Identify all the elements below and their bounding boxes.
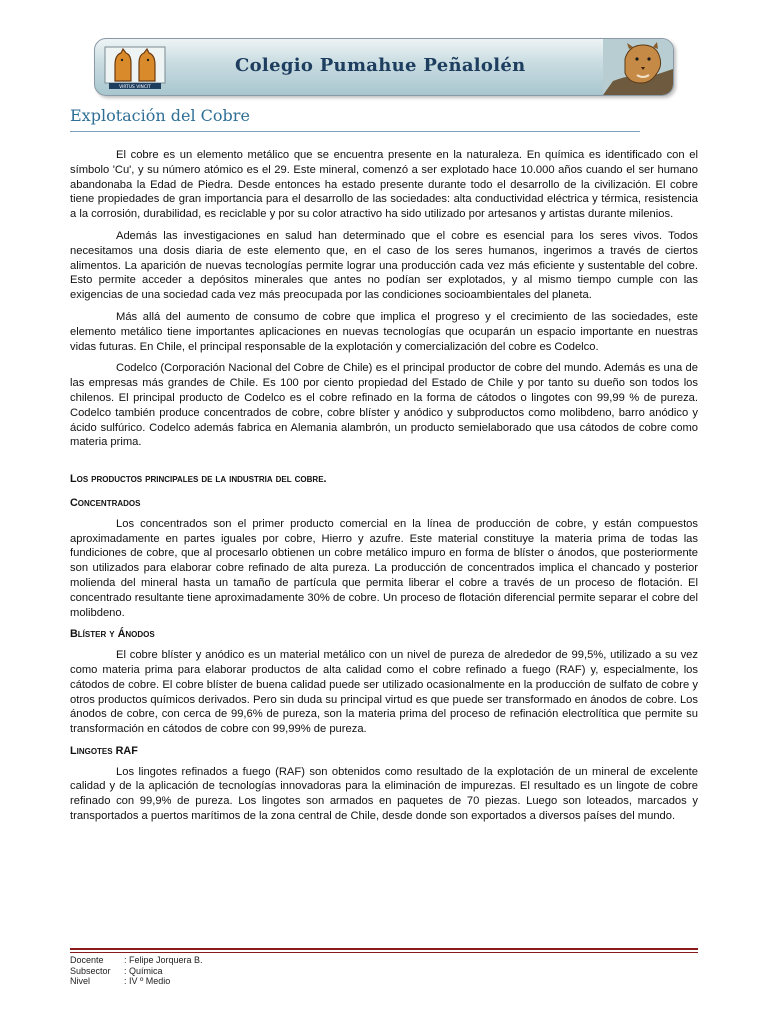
- section-heading-lingotes: Lingotes RAF: [70, 744, 138, 757]
- footer-label: Subsector: [70, 965, 111, 976]
- footer-info: [70, 955, 203, 987]
- footer-value: : Química: [124, 965, 163, 976]
- document-body: [70, 148, 698, 831]
- header-banner: [94, 38, 674, 96]
- puma-photo: [603, 39, 673, 95]
- footer-value: : IV º Medio: [124, 976, 171, 986]
- footer-row-subsector: [70, 966, 203, 977]
- svg-text:VIRTUS VINCIT: VIRTUS VINCIT: [119, 85, 151, 90]
- school-logo: [101, 41, 169, 93]
- section-paragraph: Los concentrados son el primer producto comercial en la línea de producción de cobre, y están compuestos aproximadamente en partes iguales por cobre, Hierro y azufre. Este material constituye la materia prima de todas las fundiciones de cobre, que al procesarlo obtienen un cobre metálico impuro en forma de blíster o ánodos, que posteriormente son utilizados para elaborar cobre refinado de alta pureza. La producción de concentrados implica el chancado y posterior molienda del mineral hasta un tamaño de partícula que permita liberar el cobre a través de un proceso de flotación. El concentrado resultante tiene aproximadamente 30% de cobre. Un proceso de flotación diferencial permite separar el cobre del molibdeno.: [70, 517, 698, 619]
- footer-label: Nivel: [70, 976, 91, 986]
- paragraph: El cobre es un elemento metálico que se encuentra presente en la naturaleza. En química es identificado con el símbolo 'Cu', y su número atómico es el 29. Este mineral, comenzó a ser explotado hace 10.000 años cuando el ser humano abandonaba la Edad de Piedra. Desde entonces ha estado presente durante todo el desarrollo de la civilización. El cobre tiene propiedades de gran importancia para el desarrollo de las sociedades: alta conductividad eléctrica y térmica, resistencia a la corrosión, durabilidad, es reciclable y por su color atractivo ha sido utilizado por artesanos y artistas durante milenios.: [70, 149, 698, 221]
- section-heading-blister: Blíster y Ánodos: [70, 628, 155, 641]
- school-name: Colegio Pumahue Peñalolén: [235, 55, 526, 76]
- section-paragraph: Los lingotes refinados a fuego (RAF) son obtenidos como resultado de la explotación de un mineral de excelente calidad y de la aplicación de tecnologías innovadoras para la eliminación de impurezas. El resultado es un lingote de cobre refinado con 99,9% de pureza. Los lingotes son armados en paquetes de 70 piezas. Luego son loteados, marcados y transportados a puertos marítimos de la zona central de Chile, desde donde son exportados a diversos países del mundo.: [70, 765, 698, 823]
- section-heading-concentrados: Concentrados: [70, 496, 141, 509]
- paragraph: Además las investigaciones en salud han determinado que el cobre es esencial para los seres vivos. Todos necesitamos una dosis diaria de este elemento que, en el caso de los seres humanos, ingerimos a través de ciertos alimentos. La aparición de nuevas tecnologías permite lograr una producción cada vez más eficiente y sustentable del cobre. Esto permite acceder a depósitos minerales que antes no podían ser explotados, y al mismo tiempo cumple con las exigencias de una sociedad cada vez más preocupada por las condiciones socioambientales del planeta.: [70, 229, 698, 302]
- footer-row-nivel: [70, 976, 203, 987]
- footer-value: : Felipe Jorquera B.: [124, 955, 203, 965]
- document-title: Explotación del Cobre: [70, 106, 250, 125]
- section-paragraph: El cobre blíster y anódico es un material metálico con un nivel de pureza de alrededor de 99,5%, utilizado a su vez como materia prima para elaborar productos de alta calidad como el cobre refinado a fuego (RAF) y, especialmente, los cátodos de cobre. El cobre blíster de buena calidad puede ser utilizado ocasionalmente en la producción de sulfato de cobre y otros productos químicos derivados. Pero sin duda su principal virtud es que puede ser transformado en ánodos de cobre. Los ánodos de cobre, con cerca de 99,6% de pureza, son la materia prima del proceso de refinación electrolítica que permite su transformación en cátodos de cobre con 99,99% de pureza.: [70, 649, 698, 736]
- title-divider: [70, 131, 640, 132]
- paragraph: Codelco (Corporación Nacional del Cobre de Chile) es el principal productor de cobre del mundo. Además es una de las empresas más grandes de Chile. Es 100 por ciento propiedad del Estado de Chile y por tanto su dueño son todos los chilenos. El principal producto de Codelco es el cobre refinado en la forma de cátodos o lingotes con 99,99 % de pureza. Codelco también produce concentrados de cobre, cobre blíster y anódico y subproductos como molibdeno, barro anódico y ácido sulfúrico. Codelco además fabrica en Alemania alambrón, un producto semielaborado que usa cátodos de cobre como materia prima.: [70, 362, 698, 449]
- footer-row-docente: [70, 955, 203, 966]
- footer-divider-thin: [70, 952, 698, 953]
- footer-divider: [70, 948, 698, 950]
- paragraph: Más allá del aumento de consumo de cobre que implica el progreso y el crecimiento de las sociedades, este elemento metálico tiene importantes aplicaciones en nuevas tecnologías que ocuparán un espacio importante en nuestras vidas futuras. En Chile, el principal responsable de la explotación y comercialización del cobre es Codelco.: [70, 310, 698, 353]
- section-main-heading: Los productos principales de la industria del cobre.: [70, 473, 327, 486]
- footer-label: Docente: [70, 955, 104, 965]
